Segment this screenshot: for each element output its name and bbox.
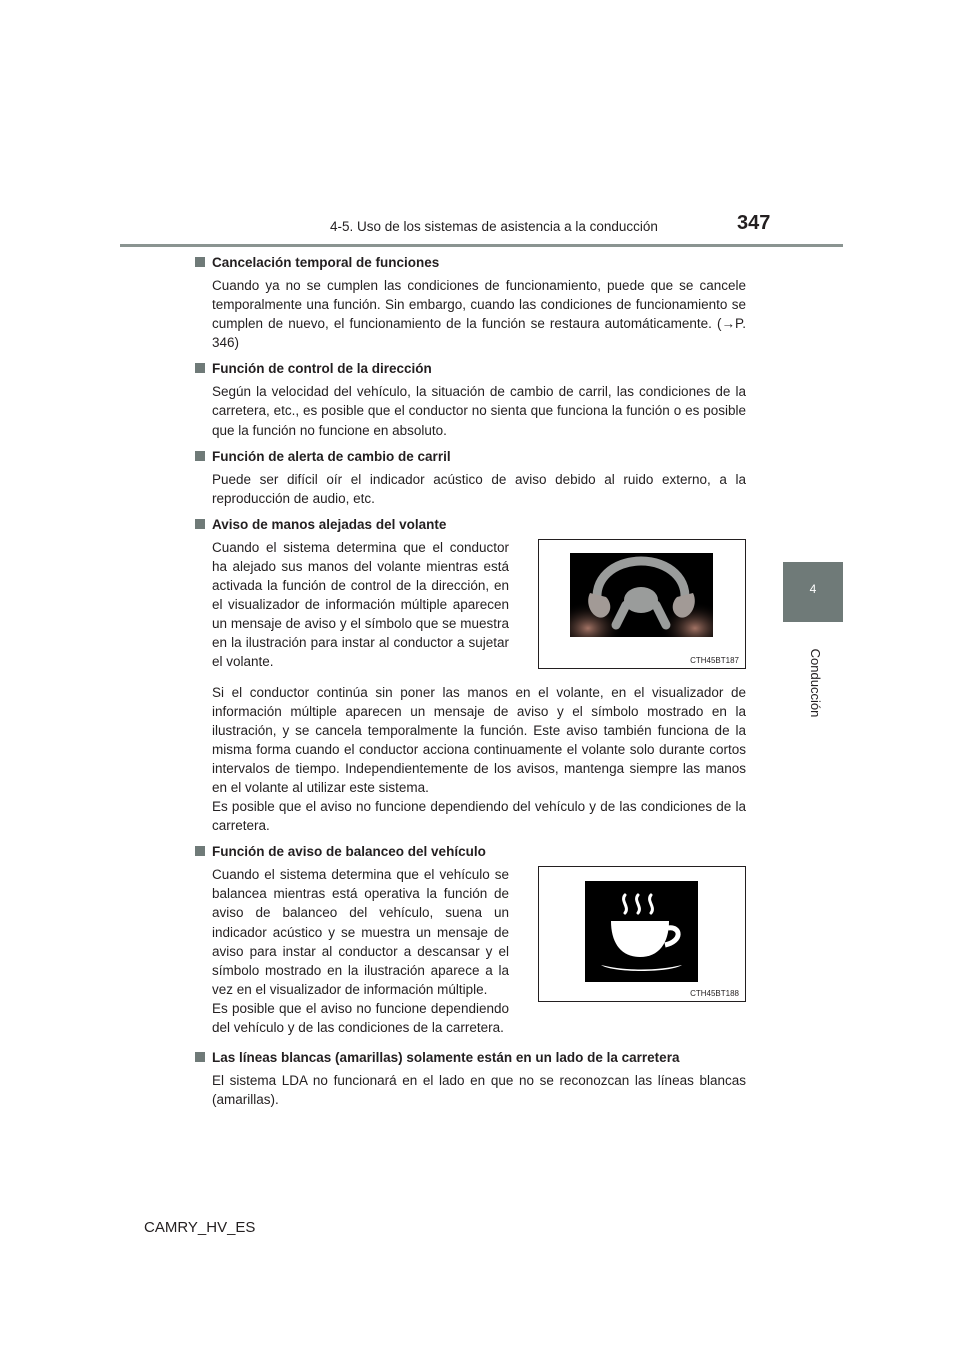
section-heading — [195, 842, 729, 861]
section-sway-warning — [212, 842, 746, 1044]
section-hands-off-warning — [212, 515, 746, 835]
page-content — [212, 253, 746, 1116]
section-heading-text: Las líneas blancas (amarillas) solamente están en un lado de la carretera — [212, 1050, 680, 1066]
paragraph: El sistema LDA no funcionará en el lado en que no se reconozcan las líneas blancas (amarillas). — [212, 1073, 746, 1108]
figure-code: CTH45BT188 — [690, 989, 739, 999]
section-steering-control — [212, 359, 746, 439]
header-title: 4-5. Uso de los sistemas de asistencia a la conducción — [330, 219, 658, 234]
paragraph: Cuando el sistema determina que el vehículo se balancea mientras está operativa la función de aviso de balanceo del vehículo, suena un indicador acústico y se muestra un mensaje de aviso para instar al conductor a descansar y el símbolo mostrado en la ilustración aparece a la vez en el visualizador de información múltiple. — [212, 867, 509, 997]
header-divider — [120, 244, 843, 247]
section-heading — [195, 1048, 729, 1067]
section-heading-text: Función de aviso de balanceo del vehículo — [212, 844, 486, 860]
section-heading — [195, 515, 729, 534]
text-with-figure — [212, 865, 746, 1044]
chapter-tab — [783, 562, 843, 622]
section-heading-text: Cancelación temporal de funciones — [212, 255, 440, 270]
steering-wheel-hands-icon — [570, 553, 713, 637]
section-heading — [195, 447, 729, 466]
square-bullet-icon — [195, 519, 205, 529]
page-number: 347 — [737, 212, 771, 234]
figure-screen — [570, 553, 713, 637]
section-temporary-cancel — [212, 253, 746, 352]
square-bullet-icon — [195, 846, 205, 856]
figure-screen — [585, 881, 698, 982]
paragraph: Es posible que el aviso no funcione dependiendo del vehículo y de las condiciones de la carretera. — [212, 799, 746, 834]
square-bullet-icon — [195, 1052, 205, 1062]
paragraph: Según la velocidad del vehículo, la situación de cambio de carril, las condiciones de la carretera, etc., es posible que el conductor no sienta que funciona la función o es posible que la función no funcione en absoluto. — [212, 384, 746, 438]
section-heading-text: Aviso de manos alejadas del volante — [212, 516, 447, 532]
square-bullet-icon — [195, 451, 205, 461]
section-heading — [195, 359, 729, 378]
paragraph: Si el conductor continúa sin poner las manos en el volante, en el visualizador de información múltiple aparecen un mensaje de aviso y el símbolo mostrado en la ilustración, y se cancela temporalmente la función. Este aviso también funciona de la misma forma cuando el conductor acciona continuamente el volante solo durante cortos intervalos de tiempo. Independientemente de los avisos, mantenga siempre las manos en el volante al utilizar este sistema. — [212, 684, 746, 795]
coffee-cup-figure — [538, 866, 746, 1002]
section-heading — [195, 253, 729, 272]
steering-wheel-figure — [538, 539, 746, 669]
chapter-number: 4 — [809, 582, 817, 596]
square-bullet-icon — [195, 363, 205, 373]
figure-code: CTH45BT187 — [690, 655, 739, 665]
chapter-label: Conducción — [808, 648, 823, 718]
section-one-side-lines — [212, 1048, 746, 1109]
paragraph: Cuando el sistema determina que el conductor ha alejado sus manos del volante mientras está activada la función de control de la dirección, en el visualizador de información múltiple aparecen un mensaje de aviso y el símbolo que se muestra en la ilustración para instar al conductor a sujetar el volante. — [212, 539, 509, 670]
text-with-figure — [212, 538, 746, 679]
section-heading-text: Función de control de la dirección — [212, 361, 432, 377]
footer-code: CAMRY_HV_ES — [144, 1219, 256, 1236]
paragraph: Cuando ya no se cumplen las condiciones de funcionamiento, puede que se cancele temporalmente una función. Sin embargo, cuando las condiciones de funcionamiento se cumplen de nuevo, el funcionamiento de la función se restaura automáticamente. (→P. 346) — [212, 278, 746, 351]
sway-warning-text — [212, 865, 509, 1044]
square-bullet-icon — [195, 257, 205, 267]
paragraph: Puede ser difícil oír el indicador acústico de aviso debido al ruido externo, a la reproducción de audio, etc. — [212, 471, 746, 506]
section-heading-text: Función de alerta de cambio de carril — [212, 448, 451, 464]
section-lane-departure-alert — [212, 447, 746, 508]
coffee-cup-icon — [585, 881, 698, 982]
paragraph: Es posible que el aviso no funcione dependiendo del vehículo y de las condiciones de la carretera. — [212, 1000, 509, 1035]
